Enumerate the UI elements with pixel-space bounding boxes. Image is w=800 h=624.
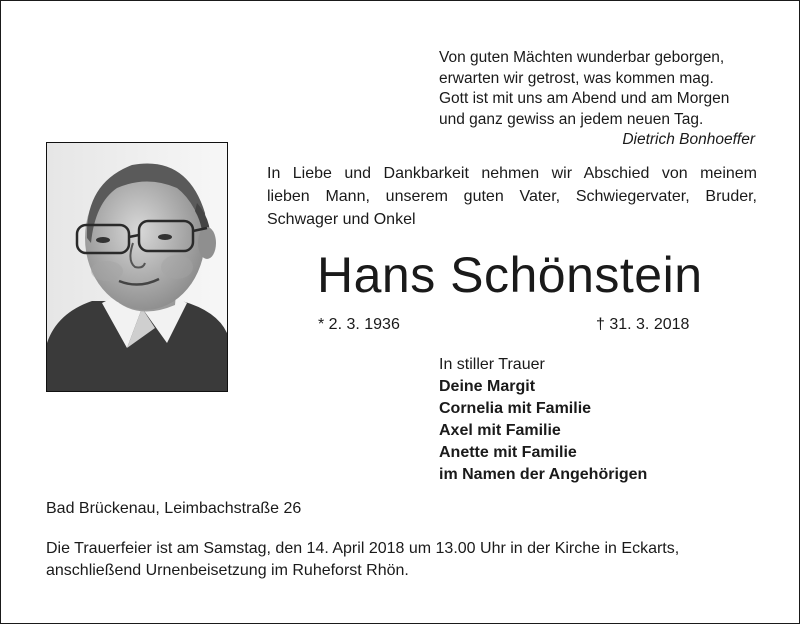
poem-quote [439, 48, 759, 151]
funeral-service-info [46, 538, 758, 582]
deceased-name: Hans Schönstein [317, 247, 703, 303]
birth-date: * 2. 3. 1936 [318, 316, 400, 333]
farewell-text [267, 162, 757, 231]
mourners-list [439, 354, 759, 486]
family-address: Bad Brückenau, Leimbachstraße 26 [46, 500, 302, 517]
mourner-name: Cornelia mit Familie [439, 400, 592, 417]
poem-author: Dietrich Bonhoeffer [622, 131, 755, 148]
poem-line: erwarten wir getrost, was kommen mag. [439, 69, 714, 87]
death-date: † 31. 3. 2018 [596, 316, 690, 333]
service-line: anschließend Urnenbeisetzung im Ruheforst Rhön. [46, 562, 409, 579]
farewell-line: Schwager und Onkel [267, 211, 416, 228]
mourner-name: Anette mit Familie [439, 444, 577, 461]
farewell-line: lieben Mann, unserem guten Vater, Schwiegervater, Bruder, [267, 188, 757, 205]
mourner-name: im Namen der Angehörigen [439, 466, 648, 483]
portrait-photo [46, 142, 228, 392]
poem-line: Gott ist mit uns am Abend und am Morgen [439, 90, 730, 107]
mourners-intro: In stiller Trauer [439, 356, 545, 373]
portrait-photo-illustration [47, 143, 227, 391]
poem-line: und ganz gewiss an jedem neuen Tag. [439, 110, 704, 128]
poem-line: Von guten Mächten wunderbar geborgen, [439, 49, 725, 66]
mourner-name: Axel mit Familie [439, 422, 561, 439]
service-line: Die Trauerfeier ist am Samstag, den 14. April 2018 um 13.00 Uhr in der Kirche in Eckarts, [46, 540, 680, 557]
farewell-line: In Liebe und Dankbarkeit nehmen wir Abschied von meinem [267, 165, 757, 182]
mourner-name: Deine Margit [439, 378, 536, 395]
